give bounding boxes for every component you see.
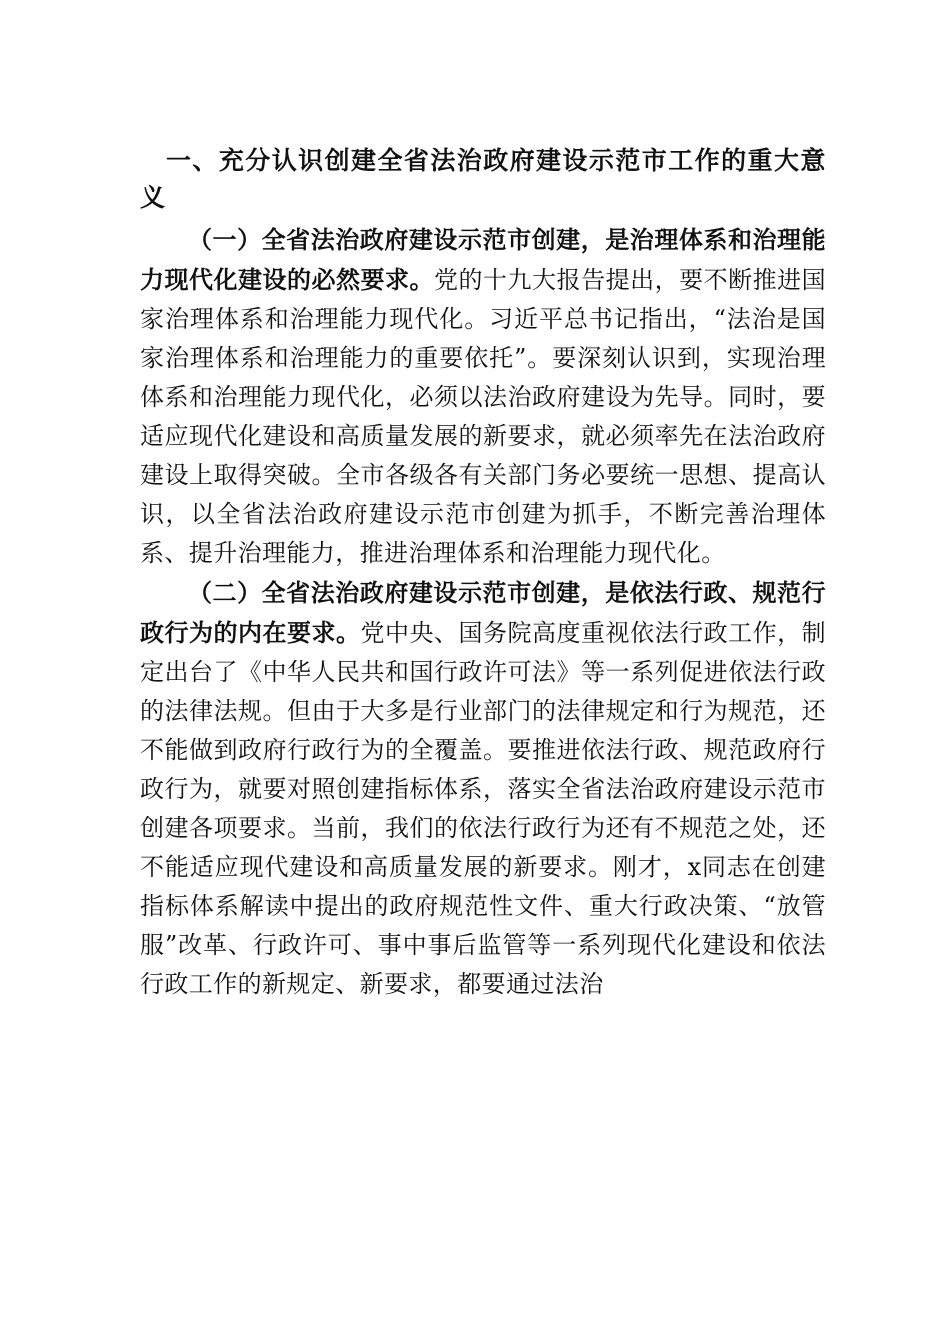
paragraph-2 bbox=[140, 573, 826, 1004]
paragraph-1-body: 党的十九大报告提出，要不断推进国家治理体系和治理能力现代化。习近平总书记指出，“法治是国家治理体系和治理能力的重要依托”。要深刻认识到，实现治理体系和治理能力现代化，必须以法治政府建设为先导。同时，要适应现代化建设和高质量发展的新要求，就必须率先在法治政府建设上取得突破。全市各级各有关部门务必要统一思想、提高认识，以全省法治政府建设示范市创建为抓手，不断完善治理体系、提升治理能力，推进治理体系和治理能力现代化。 bbox=[140, 266, 826, 567]
document-body bbox=[140, 142, 826, 1004]
paragraph-2-body: 党中央、国务院高度重视依法行政工作，制定出台了《中华人民共和国行政许可法》等一系列促进依法行政的法律法规。但由于大多是行业部门的法律规定和行为规范，还不能做到政府行政行为的全覆盖。要推进依法行政、规范政府行政行为，就要对照创建指标体系，落实全省法治政府建设示范市创建各项要求。当前，我们的依法行政行为还有不规范之处，还不能适应现代建设和高质量发展的新要求。刚才，x同志在创建指标体系解读中提出的政府规范性文件、重大行政决策、“放管服”改革、行政许可、事中事后监管等一系列现代化建设和依法行政工作的新规定、新要求，都要通过法治 bbox=[140, 619, 826, 998]
paragraph-1-lead: （一）全省法治政府建设示范市创建，是治理体系和治理能力现代化建设的必然要求。 bbox=[140, 225, 826, 294]
section-heading: 一、充分认识创建全省法治政府建设示范市工作的重大意义 bbox=[140, 146, 826, 212]
paragraph-2-lead: （二）全省法治政府建设示范市创建，是依法行政、规范行政行为的内在要求。 bbox=[140, 578, 826, 647]
paragraph-1 bbox=[140, 220, 826, 573]
